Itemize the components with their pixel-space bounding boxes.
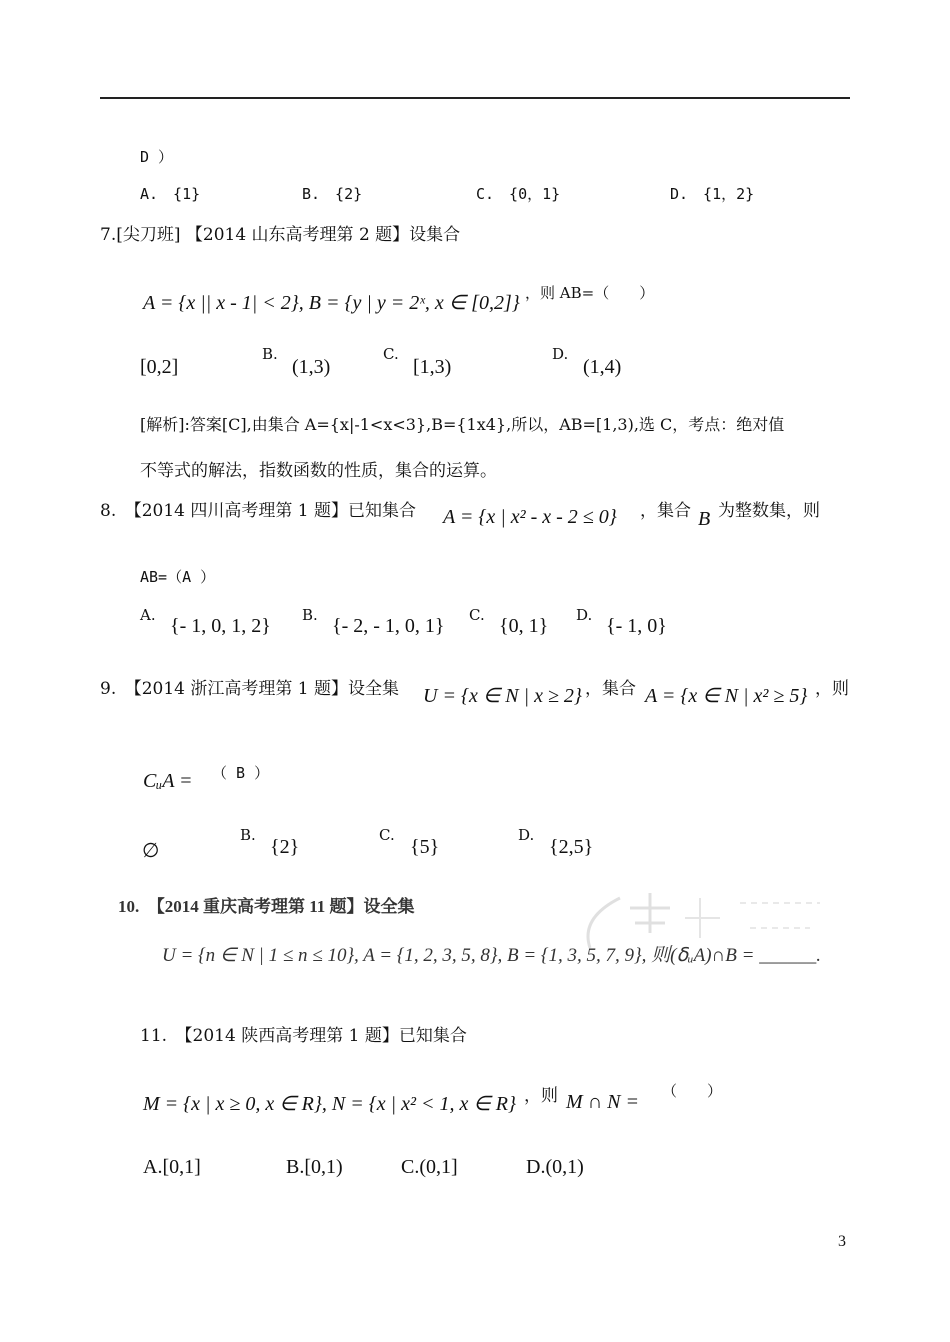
q9-label-b: B.: [240, 826, 256, 844]
q7-option-d: (1,4): [583, 356, 622, 378]
q11-mid: ，则: [524, 1086, 558, 1106]
page-number: 3: [838, 1233, 846, 1250]
q9-option-b: {2}: [270, 836, 300, 858]
prev-option-b: B. {2}: [302, 185, 363, 203]
q8-option-a: {- 1, 0, 1, 2}: [170, 615, 271, 637]
q9-ask-formula: CᵤA =: [143, 770, 193, 792]
q11-title: 11. 【2014 陕西高考理第 1 题】已知集合: [140, 1026, 467, 1046]
q7-label-c: C.: [383, 345, 399, 363]
q9-option-a: ∅: [142, 840, 160, 862]
prev-option-d: D. {1，2}: [670, 185, 755, 203]
q8-label-a: A.: [140, 606, 156, 624]
q10-title: 10. 【2014 重庆高考理第 11 题】设全集: [118, 897, 415, 916]
q7-label-b: B.: [262, 345, 278, 363]
q7-formula: A = {x || x - 1| < 2}, B = {y | y = 2ˣ, x ∈ [0,2]}: [143, 292, 520, 314]
q9-mid: ，集合: [585, 679, 636, 699]
q7-ask: ，则 AB=（ ）: [525, 284, 655, 302]
q8-label-d: D.: [576, 606, 593, 624]
q9-option-d: {2,5}: [549, 836, 594, 858]
q11-option-d: D.(0,1): [526, 1156, 584, 1178]
q9-ask: （ B ）: [212, 764, 270, 782]
q8-option-b: {- 2, - 1, 0, 1}: [332, 615, 445, 637]
q11-option-a: A.[0,1]: [143, 1156, 201, 1178]
q7-label-d: D.: [552, 345, 569, 363]
q7-option-a: [0,2]: [140, 356, 179, 378]
q9-formula-a: A = {x ∈ N | x² ≥ 5}: [645, 685, 808, 707]
q9-label-d: D.: [518, 826, 535, 844]
q11-option-b: B.[0,1): [286, 1156, 343, 1178]
q11-option-c: C.(0,1]: [401, 1156, 458, 1178]
q11-formula-2: M ∩ N =: [566, 1091, 639, 1113]
q7-option-c: [1,3): [413, 356, 452, 378]
q9-tail: ，则: [815, 679, 849, 699]
q8-title: 8. 【2014 四川高考理第 1 题】已知集合: [100, 501, 417, 521]
q8-ask: AB=（A ）: [140, 568, 216, 586]
header-rule: [100, 97, 850, 99]
q8-formula: A = {x | x² - x - 2 ≤ 0}: [443, 506, 617, 528]
q8-label-c: C.: [469, 606, 485, 624]
q8-label-b: B.: [302, 606, 318, 624]
q8-option-c: {0, 1}: [499, 615, 549, 637]
q11-formula: M = {x | x ≥ 0, x ∈ R}, N = {x | x² < 1, x ∈ R}: [143, 1093, 516, 1115]
q8-tail: 为整数集，则: [718, 501, 820, 521]
q7-analysis-line2: 不等式的解法，指数函数的性质，集合的运算。: [140, 461, 497, 481]
q8-mid: ，集合: [640, 501, 691, 521]
q9-label-c: C.: [379, 826, 395, 844]
q9-formula-u: U = {x ∈ N | x ≥ 2}: [423, 685, 582, 707]
q8-option-d: {- 1, 0}: [606, 615, 667, 637]
q7-analysis-line1: [解析]:答案[C],由集合 A={x|-1<x<3},B={1x4},所以，AB=[1,3),选 C，考点：绝对值: [140, 415, 785, 434]
q7-option-b: (1,3): [292, 356, 331, 378]
q7-title: 7.[尖刀班] 【2014 山东高考理第 2 题】设集合: [100, 225, 461, 245]
q9-title: 9. 【2014 浙江高考理第 1 题】设全集: [100, 679, 400, 699]
prev-option-a: A. {1}: [140, 185, 201, 203]
q9-option-c: {5}: [410, 836, 440, 858]
q10-formula: U = {n ∈ N | 1 ≤ n ≤ 10}, A = {1, 2, 3, 5, 8}, B = {1, 3, 5, 7, 9}, 则(ẟᵤA)∩B = ______.: [162, 945, 821, 966]
q8-set-b: B: [698, 508, 711, 530]
prev-answer-tail: D ）: [140, 148, 174, 166]
q11-ask: （ ）: [662, 1082, 723, 1100]
prev-option-c: C. {0，1}: [476, 185, 561, 203]
